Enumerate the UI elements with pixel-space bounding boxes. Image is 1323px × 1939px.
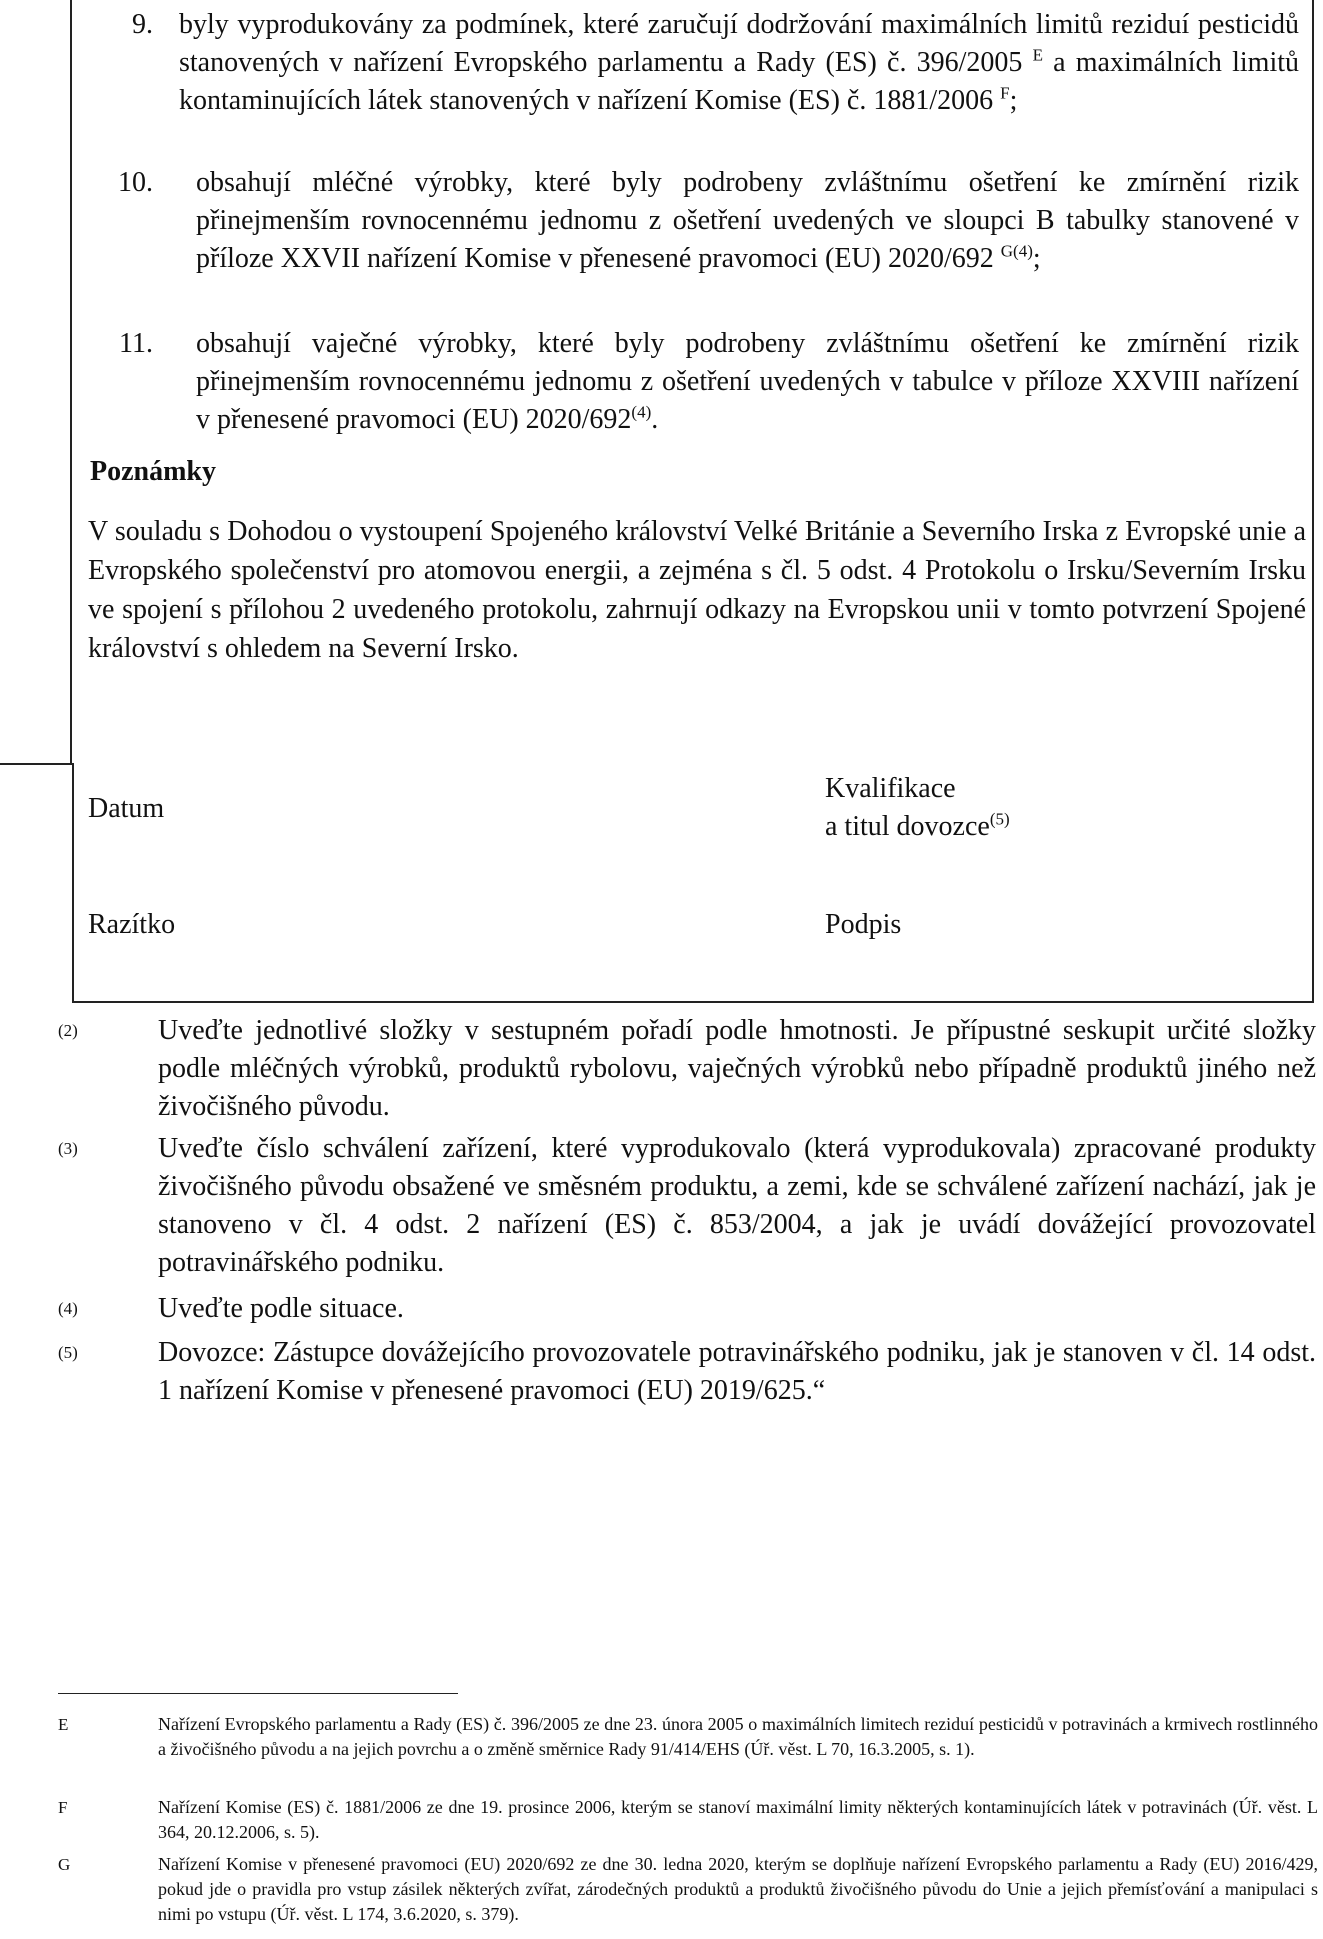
date-label: Datum [88,793,165,824]
footnote-mark: (4) [58,1299,78,1318]
item-number: 10. [118,167,153,198]
notes-heading: Poznámky [90,456,216,487]
qualification-label: Kvalifikace a titul dovozce$^{(5)}$ [825,773,1010,842]
item-number: 11. [119,328,153,359]
footnote-rule [58,1693,458,1694]
reference-text: Nařízení Evropského parlamentu a Rady (ES) č. 396/2005 ze dne 23. února 2005 o maximálních limitech reziduí pesticidů v potravinách a krmivech rostlinného a živočišného původu a na jejich povrchu a o změně směrnice Rady 91/414/EHS (Úř. věst. L 70, 16.3.2005, s. 1). [158,1714,1318,1759]
item-text: obsahují mléčné výrobky, které byly podrobeny zvláštnímu ošetření ke zmírnění rizik přinejmenším rovnocennému jednomu z ošetření uvedených ve sloupci B tabulky stanovené v příloze XXVII nařízení Komise v přenesené pravomoci (EU) 2020/692 $^{G(4)}$; [196,167,1299,274]
reference-text: Nařízení Komise v přenesené pravomoci (EU) 2020/692 ze dne 30. ledna 2020, kterým se doplňuje nařízení Evropského parlamentu a Rady (EU) 2016/429, pokud jde o pravidla pro vstup zásilek některých zvířat, zárodečných produktů a produktů živočišného původu do Unie a jejich přemísťování a manipulaci s nimi po vstupu (Úř. věst. L 174, 3.6.2020, s. 379). [158,1854,1318,1924]
item-text: byly vyprodukovány za podmínek, které zaručují dodržování maximálních limitů reziduí pesticidů stanovených v nařízení Evropského parlamentu a Rady (ES) č. 396/2005 $^E$ a maximálních limitů kontaminujících látek stanovených v nařízení Komise (ES) č. 1881/2006 $^F$; [179,9,1299,116]
reference-mark: F [58,1798,68,1817]
footnote-mark: (3) [58,1139,78,1158]
reference-mark: G [58,1855,71,1874]
form-left-divider [0,763,72,765]
signature-box [72,763,1314,1003]
stamp-label: Razítko [88,909,176,940]
form-left-margin [0,0,72,765]
signature-label: Podpis [825,909,902,940]
reference-mark: E [58,1715,69,1734]
footnote-text: Uveďte jednotlivé složky v sestupném pořadí podle hmotnosti. Je přípustné seskupit určité složky podle mléčných výrobků, produktů rybolovu, vaječných výrobků nebo případně produktů jiného než živočišného původu. [158,1015,1316,1122]
footnote-text: Uveďte podle situace. [158,1293,404,1324]
footnote-text: Dovozce: Zástupce dovážejícího provozovatele potravinářského podniku, jak je stanoven v čl. 14 odst. 1 nařízení Komise v přenesené pravomoci (EU) 2019/625.“ [158,1337,1316,1406]
footnote-text: Uveďte číslo schválení zařízení, které vyprodukovalo (která vyprodukovala) zpracované produkty živočišného původu obsažené ve směsném produktu, a zemi, kde se schválené zařízení nachází, jak je stanoveno v čl. 4 odst. 2 nařízení (ES) č. 853/2004, a jak je uvádí dovážející provozovatel potravinářského podniku. [158,1133,1316,1278]
notes-text: V souladu s Dohodou o vystoupení Spojeného království Velké Británie a Severního Irska z Evropské unie a Evropského společenství pro atomovou energii, a zejména s čl. 5 odst. 4 Protokolu o Irsku/Severním Irsku ve spojení s přílohou 2 uvedeného protokolu, zahrnují odkazy na Evropskou unii v tomto potvrzení Spojené království s ohledem na Severní Irsko. [88,516,1306,664]
item-text: obsahují vaječné výrobky, které byly podrobeny zvláštnímu ošetření ke zmírnění rizik přinejmenším rovnocennému jednomu z ošetření uvedených v tabulce v příloze XXVIII nařízení v přenesené pravomoci (EU) 2020/692$^{(4)}$. [196,328,1299,435]
reference-text: Nařízení Komise (ES) č. 1881/2006 ze dne 19. prosince 2006, kterým se stanoví maximální limity některých kontaminujících látek v potravinách (Úř. věst. L 364, 20.12.2006, s. 5). [158,1797,1318,1842]
item-number: 9. [132,9,153,40]
footnote-mark: (2) [58,1021,78,1040]
footnote-mark: (5) [58,1343,78,1362]
